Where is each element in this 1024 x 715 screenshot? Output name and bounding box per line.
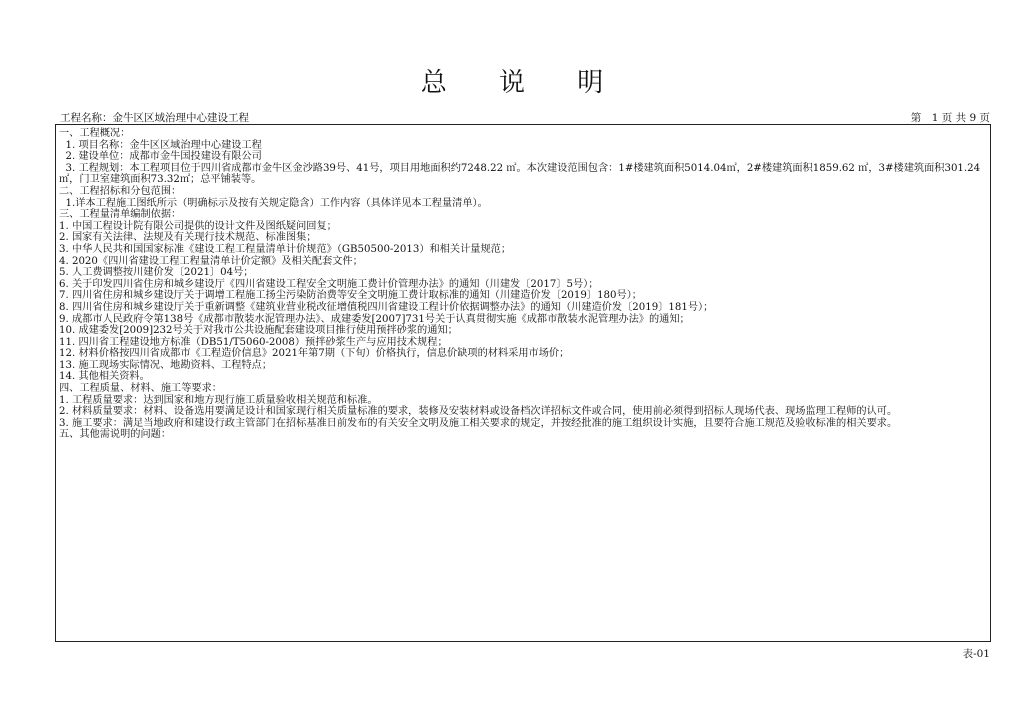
- text-line: 一、工程概况：: [59, 128, 131, 139]
- text-line: 3. 施工要求：满足当地政府和建设行政主管部门在招标基准日前发布的有关安全文明及施工相关要求的规定，并按经批准的施工组织设计实施，且要符合施工规范及验收标准的相关要求。: [59, 417, 898, 429]
- content-box: [55, 124, 991, 642]
- text-line: 2. 国家有关法律、法规及有关现行技术规范、标准图集；: [59, 232, 317, 244]
- project-name: 工程名称：金牛区区域治理中心建设工程: [60, 112, 249, 124]
- text-line: 3. 中华人民共和国国家标准《建设工程工程量清单计价规范》（GB50500-2013）和相关计量规范；: [59, 243, 512, 255]
- form-code: 表-01: [962, 648, 990, 660]
- text-line: 7. 四川省住房和城乡建设厅关于调增工程施工扬尘污染防治费等安全文明施工费计取标准的通知（川建造价发〔2019〕180号）；: [59, 290, 642, 302]
- text-line: 2. 材料质量要求：材料、设备选用要满足设计和国家现行相关质量标准的要求，装修及安装材料或设备档次详招标文件或合同，使用前必须得到招标人现场代表、现场监理工程师的认可。: [59, 406, 898, 418]
- text-line: 11. 四川省工程建设地方标准（DB51/T5060-2008）预拌砂浆生产与应用技术规程；: [59, 336, 448, 348]
- text-line: 10. 成建委发[2009]232号关于对我市公共设施配套建设项目推行使用预拌砂浆的通知；: [59, 325, 458, 337]
- text-line: 2. 建设单位：成都市金牛国投建设有限公司: [59, 151, 262, 163]
- text-line: 1. 项目名称：金牛区区域治理中心建设工程: [59, 139, 262, 151]
- text-line: 1.详本工程施工图纸所示（明确标示及按有关规定隐含）工作内容（具体详见本工程量清单）。: [59, 197, 488, 209]
- text-line: 4. 2020《四川省建设工程工程量清单计价定额》及相关配套文件；: [59, 255, 363, 267]
- text-line: 14. 其他相关资料。: [59, 371, 150, 383]
- text-line: 12. 材料价格按四川省成都市《工程造价信息》2021年第7期（下旬）价格执行，信息价缺项的材料采用市场价；: [59, 348, 570, 360]
- text-line: 五、其他需说明的问题：: [59, 429, 172, 441]
- text-line: 三、工程量清单编制依据：: [59, 209, 182, 221]
- text-line: 8. 四川省住房和城乡建设厅关于重新调整《建筑业营业税改征增值税四川省建设工程计价依据调整办法》的通知（川建造价发〔2019〕181号）；: [59, 301, 714, 313]
- page-number: 第 1 页 共 9 页: [910, 112, 990, 124]
- text-line: 9. 成都市人民政府令第138号《成都市散装水泥管理办法》、成建委发[2007]731号关于认真贯彻实施《成都市散装水泥管理办法》的通知；: [59, 313, 690, 325]
- text-line: 二、工程招标和分包范围：: [59, 185, 182, 197]
- text-line: 1. 工程质量要求：达到国家和地方现行施工质量验收相关规范和标准。: [59, 394, 378, 406]
- text-line: 3. 工程规划：本工程项目位于四川省成都市金牛区金沙路39号、41号，项目用地面积约7248.22 ㎡。本次建设范围包含：1#楼建筑面积5014.04㎡，2#楼建筑面积1859.62 ㎡，3#楼建筑面积301.24㎡，门卫室建筑面积73.32㎡；总平铺装等。: [59, 162, 981, 186]
- text-line: 四、工程质量、材料、施工等要求：: [59, 383, 222, 395]
- document-title: 总 说 明: [420, 68, 626, 98]
- text-line: 6. 关于印发四川省住房和城乡建设厅《四川省建设工程安全文明施工费计价管理办法》的通知（川建发〔2017〕5号）；: [59, 278, 599, 290]
- text-line: 5. 人工费调整按川建价发〔2021〕04号；: [59, 267, 254, 279]
- text-line: 1. 中国工程设计院有限公司提供的设计文件及图纸疑问回复；: [59, 220, 337, 232]
- content-body: [56, 125, 990, 441]
- text-line: 13. 施工现场实际情况、地勘资料、工程特点；: [59, 359, 273, 371]
